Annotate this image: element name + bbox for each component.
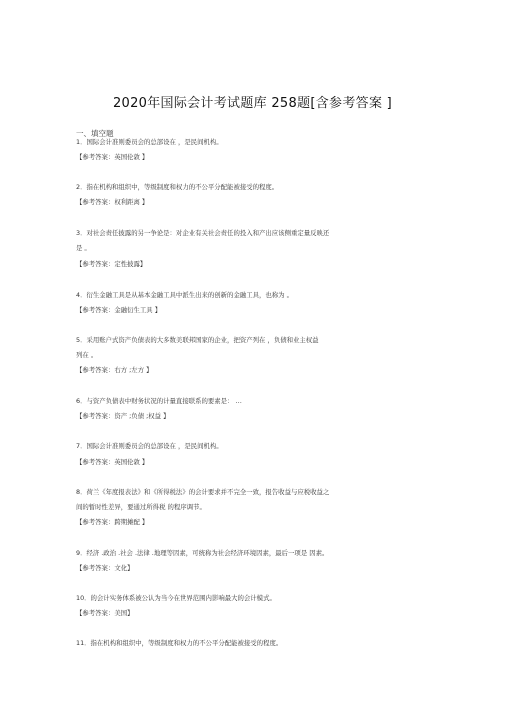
question-6-line-1: 6．与资产负债表中财务状况的计量直接联系的要素是： … xyxy=(76,397,242,405)
answer-1: 【参考答案：英国伦敦 】 xyxy=(76,153,149,161)
question-2-line-1: 2．指在机构和组织中，等级制度和权力的不公平分配能被接受的程度。 xyxy=(76,183,279,191)
section-heading: 一、填空题 xyxy=(76,129,114,138)
question-9-line-1: 9．经济 .政治 .社会 .法律 .地理等因素，可统称为社会经济环境因素，最后一项是 因素。 xyxy=(76,549,329,557)
answer-6: 【参考答案：资产 ;负债 ;权益 】 xyxy=(76,412,170,420)
answer-7: 【参考答案：英国伦敦 】 xyxy=(76,458,149,466)
question-8-line-2: 间的暂时性差异，要通过所得税 的程序调节。 xyxy=(76,503,206,511)
answer-10: 【参考答案：美国】 xyxy=(76,609,134,617)
answer-8: 【参考答案：跨期摊配 】 xyxy=(76,518,149,526)
question-4-line-1: 4．衍生金融工具是从基本金融工具中派生出来的创新的金融工具，也称为 。 xyxy=(76,291,293,299)
answer-3: 【参考答案：定性披露】 xyxy=(76,260,147,268)
answer-4: 【参考答案：金融衍生工具 】 xyxy=(76,306,162,314)
question-5-line-2: 列在 。 xyxy=(76,351,98,359)
question-3-line-1: 3．对社会责任披露的另一争论是：对企业有关社会责任的投入和产出应该侧重定量反映还 xyxy=(76,229,330,237)
question-5-line-1: 5．采用账户式资产负债表的大多数美联邦国家的企业，把资产列在 ，负债和业主权益 xyxy=(76,336,319,344)
answer-5: 【参考答案：右方 ;左方 】 xyxy=(76,366,153,374)
answer-2: 【参考答案：权利距离 】 xyxy=(76,198,149,206)
answer-9: 【参考答案：文化】 xyxy=(76,564,134,572)
question-10-line-1: 10．的会计实务体系被公认为当今在世界范围内影响最大的会计模式。 xyxy=(76,594,276,602)
question-11-line-1: 11．指在机构和组织中，等级制度和权力的不公平分配能被接受的程度。 xyxy=(76,639,283,647)
question-3-line-2: 是 。 xyxy=(76,244,91,252)
question-7-line-1: 7．国际会计准则委员会的总部设在 ，是民间机构。 xyxy=(76,442,223,450)
question-1-line-1: 1．国际会计准则委员会的总部设在 ，是民间机构。 xyxy=(76,138,223,146)
document-title: 2020年国际会计考试题库 258题[含参考答案 ] xyxy=(112,96,393,111)
question-8-line-1: 8．荷兰《年度报表法》和《所得税法》的会计要求并不完全一致，报告收益与应税收益之 xyxy=(76,488,330,496)
